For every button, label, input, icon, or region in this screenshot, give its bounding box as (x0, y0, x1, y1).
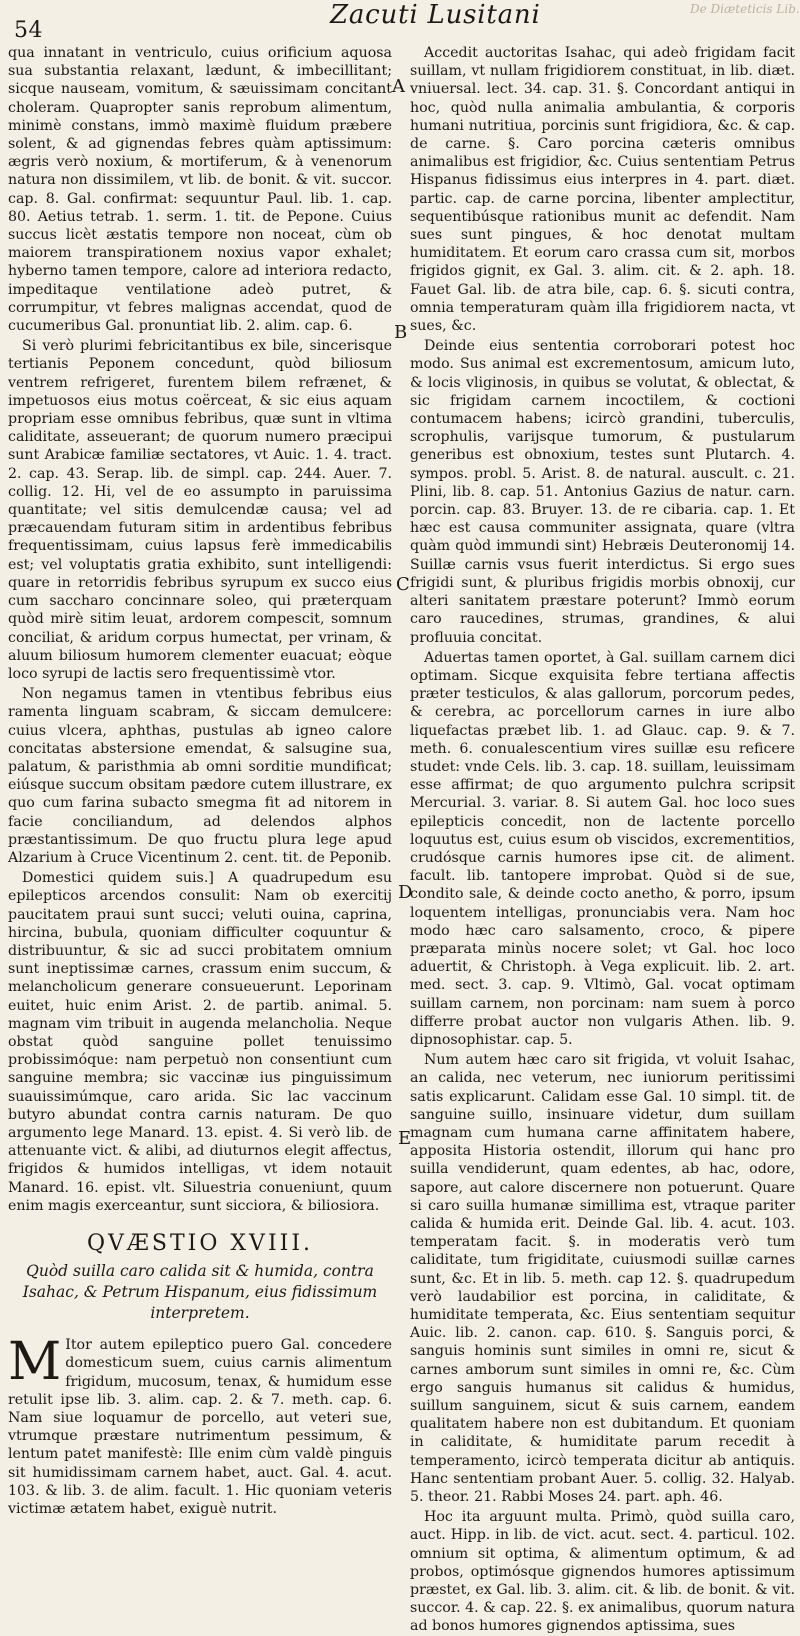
margin-letter-c: C (396, 574, 410, 595)
paragraph: Hoc ita arguunt multa. Primò, quòd suilla caro, auct. Hipp. in lib. de vict. acut. sect. 4. particul. 102. omnium sit optima, & alimentum optimum, & ad probos, optimósque gignendos humores aptissimum præstet, ex Gal. lib. 3. alim. cit. & lib. de bonit. & vit. succor. 4. & cap. 22. §. ex animalibus, quorum natura ad bonos humores gignendos aptissima, sues (410, 1509, 795, 1635)
question-body-text: Itor autem epileptico puero Gal. concedere domesticum suem, cuius carnis alimentum frigidum, mucosum, tenax, & humidum esse retulit ipse lib. 3. alim. cap. 2. & 7. meth. cap. 6. Nam siue loquamur de porcello, aut veteri sue, vtrumque præstare nutrimentum pessimum, & lentum patet manifestè: Ille enim cùm valdè pinguis sit humidissimam carnem habet, auct. Gal. 4. acut. 103. & lib. 3. de alim. facult. 1. Hic quoniam veteris victimæ ætatem habet, exiguè nutrit. (8, 1337, 392, 1518)
page-header (0, 0, 800, 48)
question-heading: QVÆSTIO XVIII. (86, 1231, 314, 1256)
margin-letter-e: E (398, 1128, 412, 1149)
paragraph: Aduertas tamen oportet, à Gal. suillam carnem dici optimam. Sicque exquisita febre tertiana affectis præter testiculos, & alas gallorum, porcorum pedes, & cerebra, ac porcellorum carnes in iure albo liquefactas præbet lib. 1. ad Glauc. cap. 9. & 7. meth. 6. conualescentium vires suillæ esu reficere studet: vnde Cels. lib. 3. cap. 18. suillam, leuissimam esse affirmat; de quo argumento pulchra scripsit Mercurial. 3. variar. 8. Si autem Gal. hoc loco sues epilepticis concedit, non de lactente porcello loquutus est, cuius esum ob viscidos, excrementitios, crudósque carnis humores ipse cit. de aliment. facult. lib. tantopere improbat. Quòd si de sue, condito sale, & deinde cocto anetho, & porro, ipsum loquentem intelligas, pronunciabis vera. Nam hoc modo hæc caro salsamento, croco, & pipere præparata minùs nocere solet; vt Gal. hoc loco aduertit, & Christoph. à Vega explicuit. lib. 2. art. med. sect. 3. cap. 9. Vltimò, Gal. vocat optimam suillam carnem, non porcinam: nam suem à porco differre probat auctor non vulgaris Athen. lib. 9. dipnosophistar. cap. 5. (410, 649, 795, 1048)
question-body-paragraph (8, 1332, 392, 1518)
question-title: Quòd suilla caro calida sit & humida, contra Isahac, & Petrum Hispanum, eius fidissimum interpretem. (22, 1262, 378, 1323)
paragraph: Accedit auctoritas Isahac, qui adeò frigidam facit suillam, vt nullam frigidiorem constituat, in lib. diæt. vniuersal. lect. 34. cap. 31. §. Concordant antiqui in hoc, quòd nulla animalia ambulantia, & corporis humani nutritiua, porcinis sunt frigidiora, &c. & cap. de carne. §. Caro porcina cæteris omnibus animalibus est frigidior, &c. Cuius sententiam Petrus Hispanus fidissimus eius interpres in 4. part. diæt. partic. cap. de carne porcina, libenter amplectitur, sequentibúsque rationibus munit ac defendit. Nam sues sunt pingues, & hoc denotat multam humiditatem. Et eorum caro crassa cum sit, morbos frigidos gignit, ex Gal. 3. alim. cit. & 2. aph. 18. Fauet Gal. lib. de atra bile, cap. 6. §. sicuti contra, omnia temperaturam quàm illa frigidiorem nacta, vt sues, &c. (410, 45, 795, 335)
paragraph: Domestici quidem suis.] A quadrupedum esu epilepticos arcendos consulit: Nam ob exercitij paucitatem praui sunt succi; veluti ouina, caprina, hircina, bubula, quoniam difficulter coquuntur & distribuuntur, & sic ad succi probitatem omnium sunt ineptissimæ carnes, crassum enim succum, & melancholicum generare consueuerunt. Leporinam euitet, huic enim Arist. 2. de partib. animal. 5. magnam vim tribuit in augenda melancholia. Neque obstat quòd sanguine pollet tenuissimo probissimóque: nam perpetuò non consentiunt cum sanguine membra; sic vaccinæ ius pinguissimum suauissimúmque, caro arida. Sic lac vaccinum butyro abundat contra carnis naturam. De quo argumento lege Manard. 13. epist. 4. Si verò lib. de attenuante vict. & alibi, ad diuturnos elegit affectus, frigidos & humidos intelligas, vt idem notauit Manard. 16. epist. vlt. Siluestria conueniunt, quum enim magis exerceantur, sunt sicciora, & biliosiora. (8, 870, 392, 1214)
paragraph: Non negamus tamen in vtentibus febribus eius ramenta linguam scabram, & siccam demulcere: cuius vlcera, aphthas, pustulas ab igneo calore concitatas abstersione emendat, & salsugine sua, palatum, & paristhmia ab omni sorditie mundificat; eiúsque succum obsitam pædore cutem illustrare, ex quo cum farina subacto smegma fit ad nitorem in facie conciliandum, ad delendos alphos præstantissimum. De quo fructu plura lege apud Alzarium à Cruce Vicentinum 2. cent. tit. de Peponib. (8, 686, 392, 866)
margin-letter-b: B (394, 322, 408, 343)
paragraph: Deinde eius sententia corroborari potest hoc modo. Sus animal est excrementosum, amicum luto, & locis vliginosis, in quibus se volutat, & oblectat, & sic frigidam carnem incoctilem, & coctioni contumacem habens; icircò grandini, tuberculis, scrophulis, varijsque tumorum, & pustularum generibus est obnoxium, testes sunt Plutarch. 4. sympos. probl. 5. Arist. 8. de natural. auscult. c. 21. Plini, lib. 8. cap. 51. Antonius Gazius de natur. carn. porcin. cap. 83. Bruyer. 13. de re cibaria. cap. 1. Et hæc est causa communiter assignata, quare (vltra quàm quòd immundi sint) Hebræis Deuteronomij 14. Suillæ carnis vsus fuerit interdictus. Si ergo sues frigidi sunt, & pluribus frigidis morbis obnoxij, cur alteri sanitatem præstare poterunt? Immò eorum caro raucedines, strumas, grandines, & alui profluuia concitat. (410, 338, 795, 646)
drop-cap: M (8, 1332, 62, 1393)
bleed-through-text: De Diæteticis Lib. (690, 2, 800, 16)
running-title: Zacuti Lusitani (330, 0, 541, 30)
page-number: 54 (14, 18, 43, 43)
margin-letter-a: A (392, 76, 405, 97)
left-column (8, 44, 392, 1518)
paragraph: Si verò plurimi febricitantibus ex bile, sincerisque tertianis Peponem concedunt, quòd biliosum ventrem refrigeret, furentem bilem refrænet, & impetuosos eius motus coërceat, & sic eius aquam propriam esse omnibus febribus, quæ sunt in vltima caliditate, asseuerant; de quorum numero præcipui sunt Arabicæ familiæ sectatores, vt Auic. 1. 4. tract. 2. cap. 43. Serap. lib. de simpl. cap. 244. Auer. 7. collig. 12. Hi, vel de eo assumpto in paruissima quantitate; vel sitis demulcendæ causa; vel ad præcauendam futuram sitim in ardentibus febribus frequentissimam, cuius lapsus ferè immedicabilis est; vel voluptatis gratia exhibito, sunt intelligendi: quare in retorridis febribus syrupum ex succo eius cum saccharo concinnare soleo, qui præterquam quòd mirè sitim leuat, ardorem compescit, somnum conciliat, & aridum corpus humectat, per vrinam, & aluum biliosum humorem clementer euacuat; eòque loco syrupi de lactis sero frequentissimè vtor. (8, 338, 392, 682)
right-column (410, 44, 795, 1635)
paragraph: Num autem hæc caro sit frigida, vt voluit Isahac, an calida, nec veterum, nec iuniorum peritissimi satis explicarunt. Calidam esse Gal. 10 simpl. tit. de sanguine suillo, insinuare videtur, dum suillam magnam cum humana carne affinitatem habere, apposita Historia ostendit, illorum qui hanc pro suilla vendiderunt, quam edentes, ab hac, odore, sapore, aut calore discernere non potuerunt. Quare si caro suilla humanæ simillima est, vtraque pariter calida & humida erit. Deinde Gal. lib. 4. acut. 103. temperatam facit. §. in moderatis verò tum caliditate, tum frigiditate, cuiusmodi suillæ carnes sunt, &c. Et in lib. 5. meth. cap 12. §. quadrupedum verò laudabilior est porcina, in caliditate, & humiditate temperata, &c. Eius sententiam sequitur Auic. lib. 2. canon. cap. 610. §. Sanguis porci, & sanguis hominis sunt similes in omni re, sicut & carnes amborum sunt similes in omni re, &c. Cùm ergo sanguis humanus sit calidus & humidus, suillum sanguinem, sicut & suis carnem, eandem qualitatem habere non est dubitandum. Et quoniam in caliditate, & humiditate parum recedit à temperamento, icircò temperata dicitur ab antiquis. Hanc sententiam probant Auer. 5. collig. 32. Halyab. 5. theor. 21. Rabbi Moses 24. part. aph. 46. (410, 1052, 795, 1506)
margin-letter-d: D (398, 882, 413, 903)
paragraph: qua innatant in ventriculo, cuius orificium aquosa sua substantia relaxant, lædunt, & imbecillitant; sicque nauseam, vomitum, & sæuissimam concitant choleram. Quapropter sanis reprobum alimentum, minimè constans, immò maximè fluidum præbere solent, & ad gignendas febres quàm aptissimum: ægris verò noxium, & mortiferum, & à venenorum natura non dissimilem, vt lib. de bonit. & vit. succor. cap. 8. Gal. confirmat: sequuntur Paul. lib. 1. cap. 80. Aetius tetrab. 1. serm. 1. tit. de Pepone. Cuius succus licèt æstatis tempore non noceat, cùm ob maiorem transpirationem noxius vapor exhalet; hyberno tamen tempore, calore ad interiora redacto, impeditaque ventilatione adeò putret, & corrumpitur, vt febres malignas accendat, quod de cucumeribus Gal. pronuntiat lib. 2. alim. cap. 6. (8, 45, 392, 335)
